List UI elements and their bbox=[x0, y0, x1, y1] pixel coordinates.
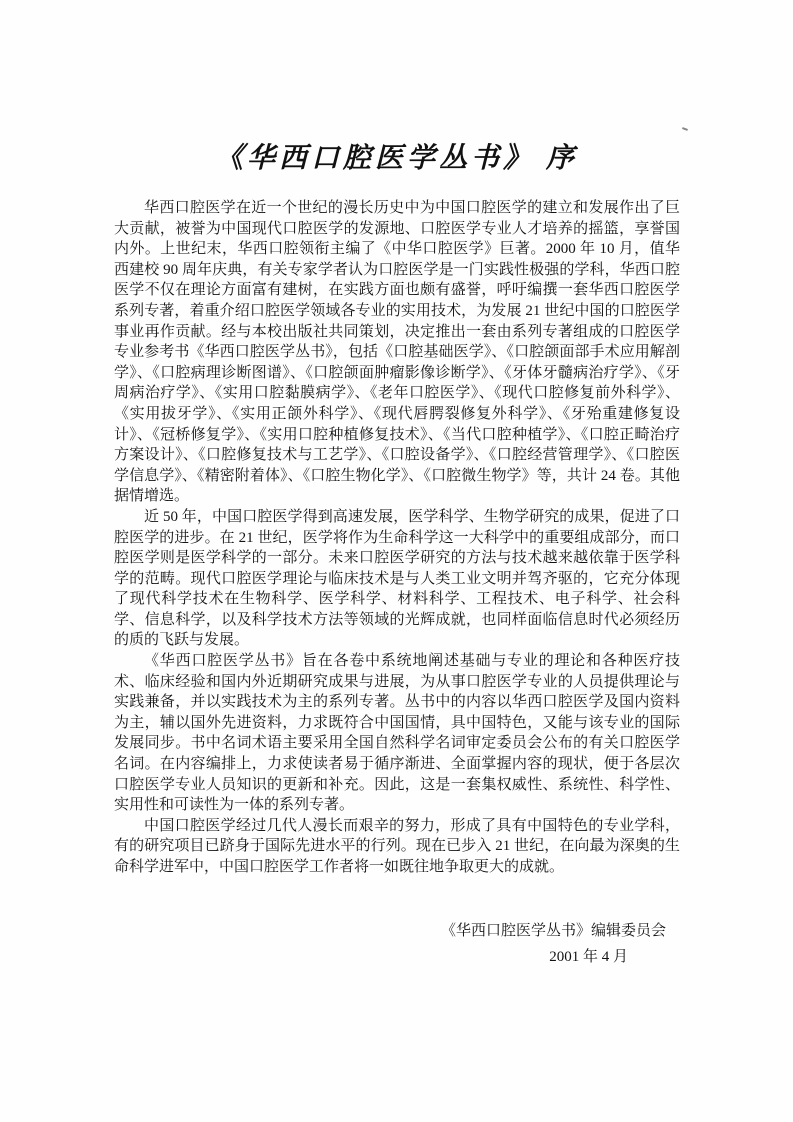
page-title: 《华西口腔医学丛书》 序 bbox=[214, 143, 578, 174]
preface-body bbox=[114, 198, 680, 878]
paragraph: 华西口腔医学在近一个世纪的漫长历史中为中国口腔医学的建立和发展作出了巨大贡献，被誉为中国现代口腔医学的发源地、口腔医学专业人才培养的摇篮，享誉国内外。上世纪末，华西口腔领衔主编了《中华口腔医学》巨著。2000 年 10 月，值华西建校 90 周年庆典，有关专家学者认为口腔医学是一门实践性极强的学科，华西口腔医学不仅在理论方面富有建树，在实践方面也颇有盛誉，呼吁编撰一套华西口腔医学系列专著，着重介绍口腔医学领域各专业的实用技术，为发展 21 世纪中国的口腔医学事业再作贡献。经与本校出版社共同策划，决定推出一套由系列专著组成的口腔医学专业参考书《华西口腔医学丛书》，包括《口腔基础医学》、《口腔颌面部手术应用解剖学》、《口腔病理诊断图谱》、《口腔颌面肿瘤影像诊断学》、《牙体牙髓病治疗学》、《牙周病治疗学》、《实用口腔黏膜病学》、《老年口腔医学》、《现代口腔修复前外科学》、《实用拔牙学》、《实用正颌外科学》、《现代唇腭裂修复外科学》、《牙殆重建修复设计》、《冠桥修复学》、《实用口腔种植修复技术》、《当代口腔种植学》、《口腔正畸治疗方案设计》、《口腔修复技术与工艺学》、《口腔设备学》、《口腔经营管理学》、《口腔医学信息学》、《精密附着体》、《口腔生物化学》、《口腔微生物学》等，共计 24 卷。其他据情增选。 bbox=[114, 200, 680, 505]
publication-date: 2001 年 4 月 bbox=[549, 949, 628, 965]
scan-artifact bbox=[682, 127, 688, 131]
signature-block bbox=[114, 918, 680, 970]
editorial-committee-signature: 《华西口腔医学丛书》编辑委员会 bbox=[440, 923, 666, 939]
paragraph: 《华西口腔医学丛书》旨在各卷中系统地阐述基础与专业的理论和各种医疗技术、临床经验和国内外近期研究成果与进展，为从事口腔医学专业的人员提供理论与实践兼备，并以实践技术为主的系列专著。丛书中的内容以华西口腔医学及国内资料为主，辅以国外先进资料，力求既符合中国国情，具中国特色，又能与该专业的国际发展同步。书中名词术语主要采用全国自然科学名词审定委员会公布的有关口腔医学名词。在内容编排上，力求使读者易于循序渐进、全面掌握内容的现状，便于各层次口腔医学专业人员知识的更新和补充。因此，这是一套集权威性、系统性、科学性、实用性和可读性为一体的系列专著。 bbox=[114, 653, 680, 814]
paragraph: 中国口腔医学经过几代人漫长而艰辛的努力，形成了具有中国特色的专业学科，有的研究项目已跻身于国际先进水平的行列。现在已步入 21 世纪，在向最为深奥的生命科学进军中，中国口腔医学工作者将一如既往地争取更大的成就。 bbox=[114, 817, 680, 875]
paragraph: 近 50 年，中国口腔医学得到高速发展，医学科学、生物学研究的成果，促进了口腔医学的进步。在 21 世纪，医学将作为生命科学这一大科学中的重要组成部分，而口腔医学则是医学科学的一部分。未来口腔医学研究的方法与技术越来越依靠于医学科学的范畴。现代口腔医学理论与临床技术是与人类工业文明并驾齐驱的，它充分体现了现代科学技术在生物科学、医学科学、材料科学、工程技术、电子科学、社会科学、信息科学，以及科学技术方法等领域的光辉成就，也同样面临信息时代必须经历的质的飞跃与发展。 bbox=[114, 508, 680, 649]
